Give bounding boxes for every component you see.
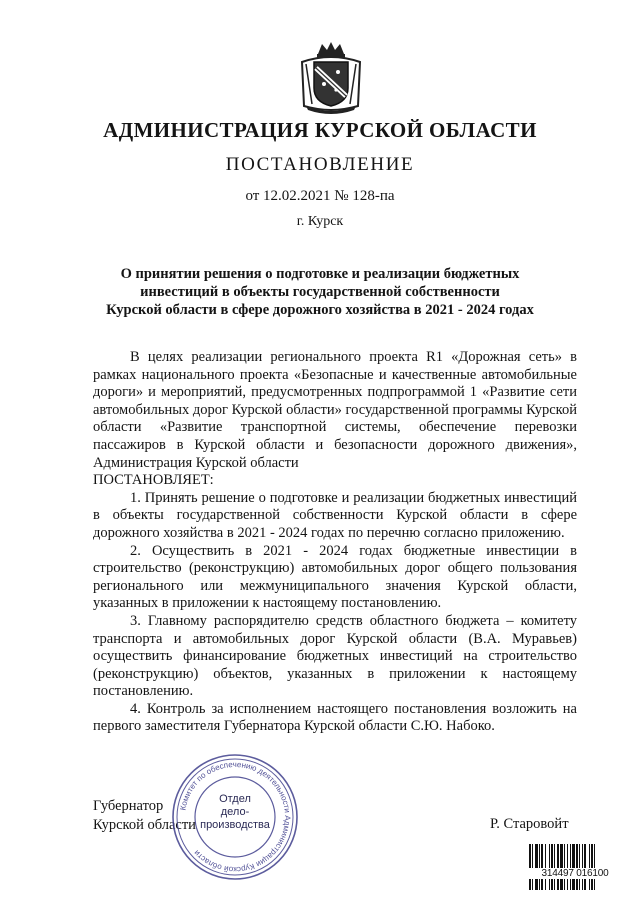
stamp-center-line: Отдел (219, 793, 251, 805)
subject-line: инвестиций в объекты государственной собственности (140, 284, 500, 300)
date-number-line: от 12.02.2021 № 128-па (245, 188, 395, 204)
official-stamp (170, 752, 300, 882)
subject-line: Курской области в сфере дорожного хозяйства в 2021 - 2024 годах (106, 302, 534, 318)
stamp-ring-text: Комитет по обеспечению деятельности Администрации Курской области (178, 759, 293, 875)
clause-paragraph: 3. Главному распорядителю средств областного бюджета – комитету транспорта и автомобильных дорог Курской области (В.А. Муравьев) осуществить финансирование бюджетных инвестиций на строительство (реконструкцию) объектов, указанных в приложении к настоящему постановлению. (93, 612, 577, 700)
organization-title: АДМИНИСТРАЦИЯ КУРСКОЙ ОБЛАСТИ (103, 118, 537, 142)
document-type: ПОСТАНОВЛЕНИЕ (225, 154, 415, 175)
barcode (528, 844, 622, 890)
clause-paragraph: 1. Принять решение о подготовке и реализации бюджетных инвестиций в объекты государственной собственности Курской области в сфере дорожного хозяйства в 2021 - 2024 годах по перечню согласно приложению. (93, 489, 577, 541)
stamp-center-line: дело- (220, 806, 250, 818)
signatory-title-line: Курской области (93, 817, 196, 833)
barcode-number: 314497 016100 (528, 868, 622, 879)
clause-paragraph: 4. Контроль за исполнением настоящего постановления возложить на первого заместителя Губернатора Курской области С.Ю. Набоко. (93, 700, 577, 735)
preamble-paragraph: В целях реализации регионального проекта R1 «Дорожная сеть» в рамках национального проекта «Безопасные и качественные автомобильные дороги» и мероприятий, предусмотренных подпрограммой 1 «Развитие сети автомобильных дорог Курской области» государственной программы Курской области «Развитие транспортной системы, обеспечение перевозки пассажиров в Курской области и безопасности дорожного движения», Администрация Курской области (93, 349, 577, 471)
document-subject (80, 265, 560, 319)
signatory-name: Р. Старовойт (490, 816, 569, 832)
signatory-title-line: Губернатор (93, 798, 164, 814)
coat-of-arms-icon (298, 40, 364, 114)
document-body (93, 349, 577, 736)
resolves-line: ПОСТАНОВЛЯЕТ: (93, 472, 214, 489)
stamp-center-line: производства (200, 819, 270, 831)
clause-paragraph: 2. Осуществить в 2021 - 2024 годах бюджетные инвестиции в строительство (реконструкцию) автомобильных дорог общего пользования регионального или межмуниципального значения Курской области, указанных в приложении к настоящему постановлению. (93, 542, 577, 612)
subject-line: О принятии решения о подготовке и реализации бюджетных (120, 266, 520, 282)
city-line: г. Курск (296, 214, 344, 229)
